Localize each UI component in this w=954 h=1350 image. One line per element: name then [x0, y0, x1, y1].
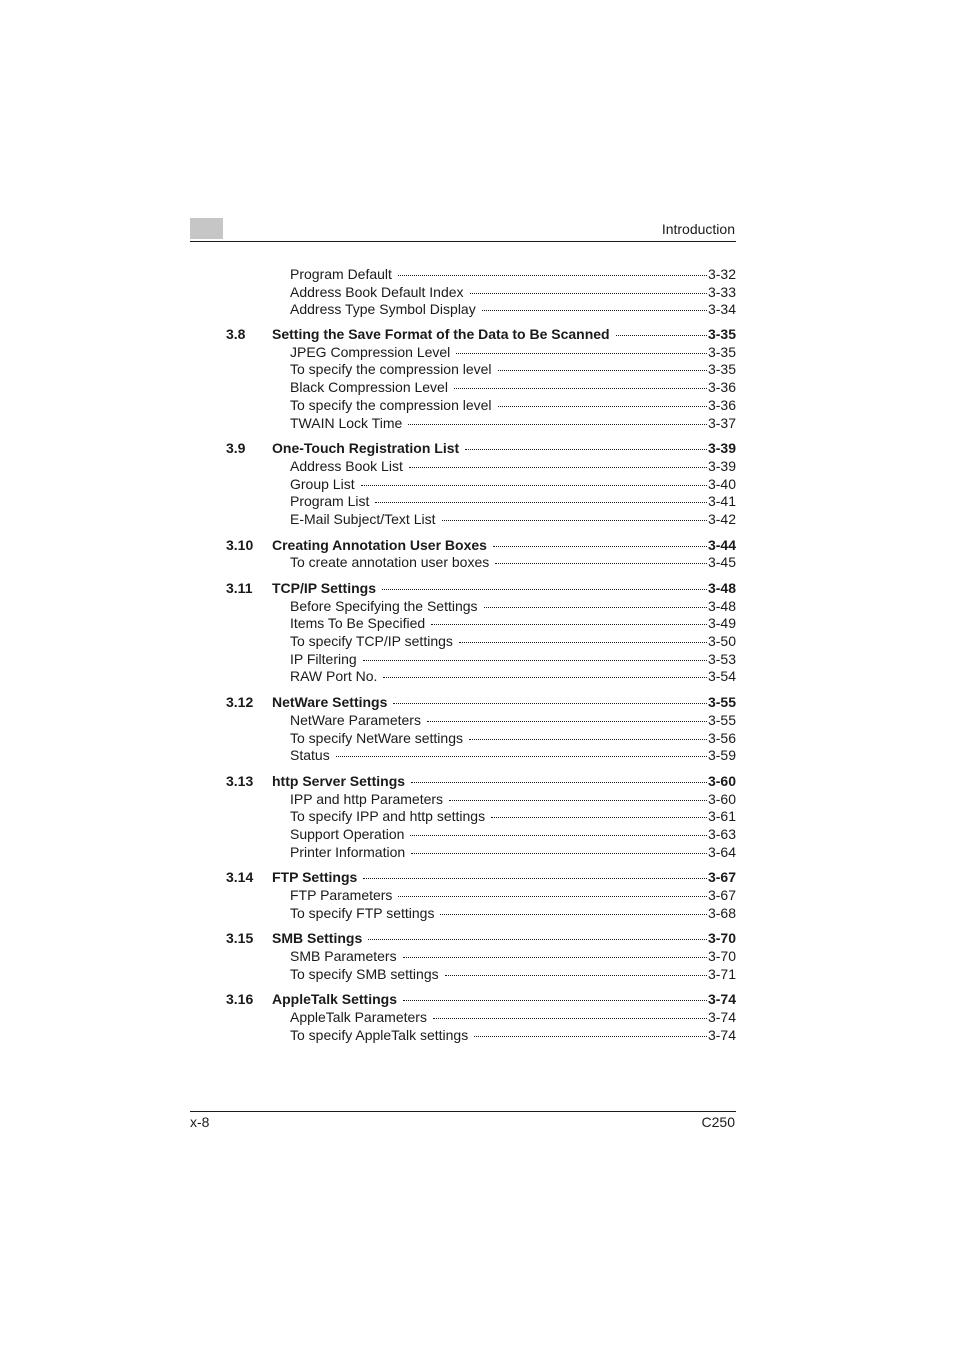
- toc-entry[interactable]: [226, 493, 736, 511]
- entry-page: 3-33: [707, 283, 736, 300]
- toc-entry[interactable]: [226, 598, 736, 616]
- dot-leader: [498, 406, 707, 407]
- entry-title: JPEG Compression Level: [290, 343, 451, 360]
- toc-entry[interactable]: [226, 1027, 736, 1045]
- section-page: 3-70: [707, 930, 736, 947]
- toc-section: [226, 773, 736, 861]
- entry-title: Address Type Symbol Display: [290, 301, 476, 318]
- dot-leader: [493, 546, 707, 547]
- entry-title: To specify IPP and http settings: [290, 808, 486, 825]
- entry-title: Status: [290, 747, 330, 764]
- dot-leader: [459, 642, 707, 643]
- toc-entry[interactable]: [226, 905, 736, 923]
- dot-leader: [336, 756, 707, 757]
- dot-leader: [368, 939, 707, 940]
- entry-page: 3-36: [707, 379, 736, 396]
- entry-page: 3-34: [707, 301, 736, 318]
- toc-entry[interactable]: [226, 301, 736, 319]
- entry-page: 3-35: [707, 343, 736, 360]
- entry-title: Printer Information: [290, 843, 406, 860]
- section-number: 3.8: [226, 326, 246, 343]
- running-header-title: Introduction: [661, 221, 735, 237]
- entry-page: 3-39: [707, 457, 736, 474]
- dot-leader: [484, 607, 707, 608]
- toc-entry[interactable]: [226, 948, 736, 966]
- entry-title: Program Default: [290, 266, 392, 282]
- section-number: 3.10: [226, 536, 254, 553]
- toc-entry[interactable]: [226, 826, 736, 844]
- dot-leader: [445, 975, 707, 976]
- toc-section-heading[interactable]: [226, 580, 736, 598]
- toc-entry[interactable]: [226, 476, 736, 494]
- entry-page: 3-64: [707, 843, 736, 860]
- entry-title: Address Book List: [290, 457, 403, 474]
- dot-leader: [442, 520, 707, 521]
- entry-page: 3-37: [707, 414, 736, 431]
- toc-section: [226, 694, 736, 765]
- toc-entry[interactable]: [226, 808, 736, 826]
- toc-entry[interactable]: [226, 844, 736, 862]
- entry-page: 3-59: [707, 747, 736, 764]
- entry-page: 3-50: [707, 633, 736, 650]
- entry-page: 3-48: [707, 597, 736, 614]
- section-title: Setting the Save Format of the Data to Be Scanned: [272, 326, 610, 343]
- chapter-tab: [190, 218, 223, 239]
- entry-title: To create annotation user boxes: [290, 554, 490, 571]
- entry-title: RAW Port No.: [290, 668, 378, 685]
- dot-leader: [398, 275, 707, 276]
- entry-page: 3-67: [707, 887, 736, 903]
- toc-section: [226, 440, 736, 528]
- dot-leader: [403, 957, 707, 958]
- toc-entry[interactable]: [226, 791, 736, 809]
- entry-title: To specify FTP settings: [290, 904, 435, 921]
- dot-leader: [495, 563, 707, 564]
- dot-leader: [408, 424, 707, 425]
- section-title: AppleTalk Settings: [272, 991, 397, 1008]
- toc-entry[interactable]: [226, 379, 736, 397]
- section-title: http Server Settings: [272, 772, 406, 789]
- entry-page: 3-41: [707, 493, 736, 510]
- section-title: One-Touch Registration List: [272, 440, 460, 457]
- entry-title: Program List: [290, 493, 370, 510]
- entry-page: 3-40: [707, 475, 736, 492]
- table-of-contents: [226, 266, 736, 1053]
- entry-title: Before Specifying the Settings: [290, 597, 478, 614]
- model-name: C250: [701, 1114, 735, 1130]
- section-page: 3-35: [707, 326, 736, 343]
- toc-entry[interactable]: [226, 712, 736, 730]
- section-number: 3.14: [226, 869, 254, 886]
- entry-title: NetWare Parameters: [290, 711, 421, 728]
- entry-page: 3-56: [707, 729, 736, 746]
- entry-title: To specify the compression level: [290, 396, 492, 413]
- entry-page: 3-70: [707, 948, 736, 965]
- toc-entry[interactable]: [226, 615, 736, 633]
- entry-title: To specify NetWare settings: [290, 729, 463, 746]
- entry-title: TWAIN Lock Time: [290, 414, 403, 431]
- entry-title: To specify AppleTalk settings: [290, 1026, 469, 1043]
- entry-title: Address Book Default Index: [290, 283, 464, 300]
- dot-leader: [456, 353, 707, 354]
- entry-title: Items To Be Specified: [290, 615, 426, 632]
- toc-section: [226, 537, 736, 572]
- entry-page: 3-74: [707, 1009, 736, 1026]
- entry-page: 3-36: [707, 396, 736, 413]
- toc-entry[interactable]: [226, 554, 736, 572]
- entry-page: 3-49: [707, 615, 736, 632]
- dot-leader: [449, 800, 707, 801]
- dot-leader: [409, 467, 707, 468]
- footer-rule: [190, 1111, 736, 1112]
- toc-entry[interactable]: [226, 1009, 736, 1027]
- section-page: 3-44: [707, 536, 736, 553]
- dot-leader: [363, 878, 707, 879]
- dot-leader: [383, 677, 707, 678]
- toc-entry[interactable]: [226, 747, 736, 765]
- section-number: 3.11: [226, 580, 253, 596]
- toc-section-heading[interactable]: [226, 869, 736, 887]
- section-title: FTP Settings: [272, 869, 358, 886]
- entry-title: IP Filtering: [290, 650, 357, 667]
- toc-section-heading[interactable]: [226, 326, 736, 344]
- entry-title: SMB Parameters: [290, 948, 397, 965]
- section-page: 3-74: [707, 991, 736, 1008]
- entry-title: To specify the compression level: [290, 361, 492, 378]
- toc-section: [226, 930, 736, 983]
- entry-page: 3-55: [707, 711, 736, 728]
- toc-section-heading[interactable]: [226, 537, 736, 555]
- dot-leader: [427, 721, 707, 722]
- entry-title: Support Operation: [290, 825, 405, 842]
- dot-leader: [410, 835, 707, 836]
- section-number: 3.13: [226, 772, 254, 789]
- dot-leader: [431, 624, 707, 625]
- dot-leader: [440, 914, 707, 915]
- dot-leader: [470, 293, 707, 294]
- toc-entry[interactable]: [226, 966, 736, 984]
- toc-section-heading[interactable]: [226, 930, 736, 948]
- dot-leader: [454, 388, 707, 389]
- toc-entry[interactable]: [226, 633, 736, 651]
- toc-entry[interactable]: [226, 887, 736, 905]
- entry-title: AppleTalk Parameters: [290, 1009, 427, 1026]
- toc-entry[interactable]: [226, 344, 736, 362]
- entry-page: 3-60: [707, 790, 736, 807]
- section-page: 3-48: [707, 580, 736, 596]
- toc-section-heading[interactable]: [226, 773, 736, 791]
- section-page: 3-39: [707, 440, 736, 457]
- dot-leader: [469, 739, 707, 740]
- entry-page: 3-71: [707, 965, 736, 982]
- entry-title: Black Compression Level: [290, 379, 448, 396]
- section-page: 3-67: [707, 869, 736, 886]
- section-title: Creating Annotation User Boxes: [272, 536, 487, 553]
- dot-leader: [363, 660, 707, 661]
- toc-section: [226, 580, 736, 686]
- dot-leader: [616, 335, 707, 336]
- section-number: 3.15: [226, 930, 254, 947]
- dot-leader: [411, 853, 707, 854]
- dot-leader: [491, 817, 707, 818]
- entry-page: 3-63: [707, 825, 736, 842]
- toc-section-heading[interactable]: [226, 694, 736, 712]
- entry-page: 3-35: [707, 361, 736, 378]
- entry-page: 3-42: [707, 510, 736, 527]
- entry-page: 3-45: [707, 554, 736, 571]
- toc-entry[interactable]: [226, 511, 736, 529]
- section-number: 3.9: [226, 440, 246, 457]
- toc-entry[interactable]: [226, 668, 736, 686]
- dot-leader: [498, 370, 707, 371]
- toc-entry[interactable]: [226, 397, 736, 415]
- toc-section: [226, 991, 736, 1044]
- toc-section: [226, 869, 736, 922]
- toc-entry[interactable]: [226, 730, 736, 748]
- section-number: 3.16: [226, 991, 254, 1008]
- entry-page: 3-53: [707, 650, 736, 667]
- toc-entry[interactable]: [226, 458, 736, 476]
- toc-entry[interactable]: [226, 415, 736, 433]
- entry-page: 3-74: [707, 1026, 736, 1043]
- toc-section-heading[interactable]: [226, 440, 736, 458]
- dot-leader: [393, 703, 707, 704]
- toc-entry[interactable]: [226, 361, 736, 379]
- entry-page: 3-68: [707, 904, 736, 921]
- entry-title: To specify SMB settings: [290, 965, 439, 982]
- toc-section: [226, 326, 736, 432]
- entry-page: 3-32: [707, 266, 736, 282]
- dot-leader: [465, 449, 707, 450]
- section-page: 3-60: [707, 772, 736, 789]
- entry-page: 3-61: [707, 808, 736, 825]
- page-number: x-8: [190, 1114, 210, 1130]
- toc-entry[interactable]: [226, 266, 736, 284]
- section-number: 3.12: [226, 694, 254, 711]
- header-rule: [190, 241, 736, 242]
- toc-section-heading[interactable]: [226, 991, 736, 1009]
- dot-leader: [433, 1018, 707, 1019]
- dot-leader: [482, 310, 707, 311]
- dot-leader: [403, 1000, 707, 1001]
- toc-section: [226, 266, 736, 319]
- toc-entry[interactable]: [226, 651, 736, 669]
- section-title: SMB Settings: [272, 930, 363, 947]
- dot-leader: [382, 589, 707, 590]
- dot-leader: [375, 502, 707, 503]
- section-page: 3-55: [707, 694, 736, 711]
- entry-title: Group List: [290, 475, 355, 492]
- entry-title: E-Mail Subject/Text List: [290, 510, 436, 527]
- section-title: NetWare Settings: [272, 694, 388, 711]
- toc-entry[interactable]: [226, 284, 736, 302]
- dot-leader: [398, 896, 707, 897]
- dot-leader: [361, 485, 707, 486]
- entry-page: 3-54: [707, 668, 736, 685]
- entry-title: FTP Parameters: [290, 887, 393, 903]
- dot-leader: [474, 1036, 707, 1037]
- section-title: TCP/IP Settings: [272, 580, 376, 596]
- dot-leader: [411, 782, 707, 783]
- entry-title: IPP and http Parameters: [290, 790, 444, 807]
- entry-title: To specify TCP/IP settings: [290, 633, 453, 650]
